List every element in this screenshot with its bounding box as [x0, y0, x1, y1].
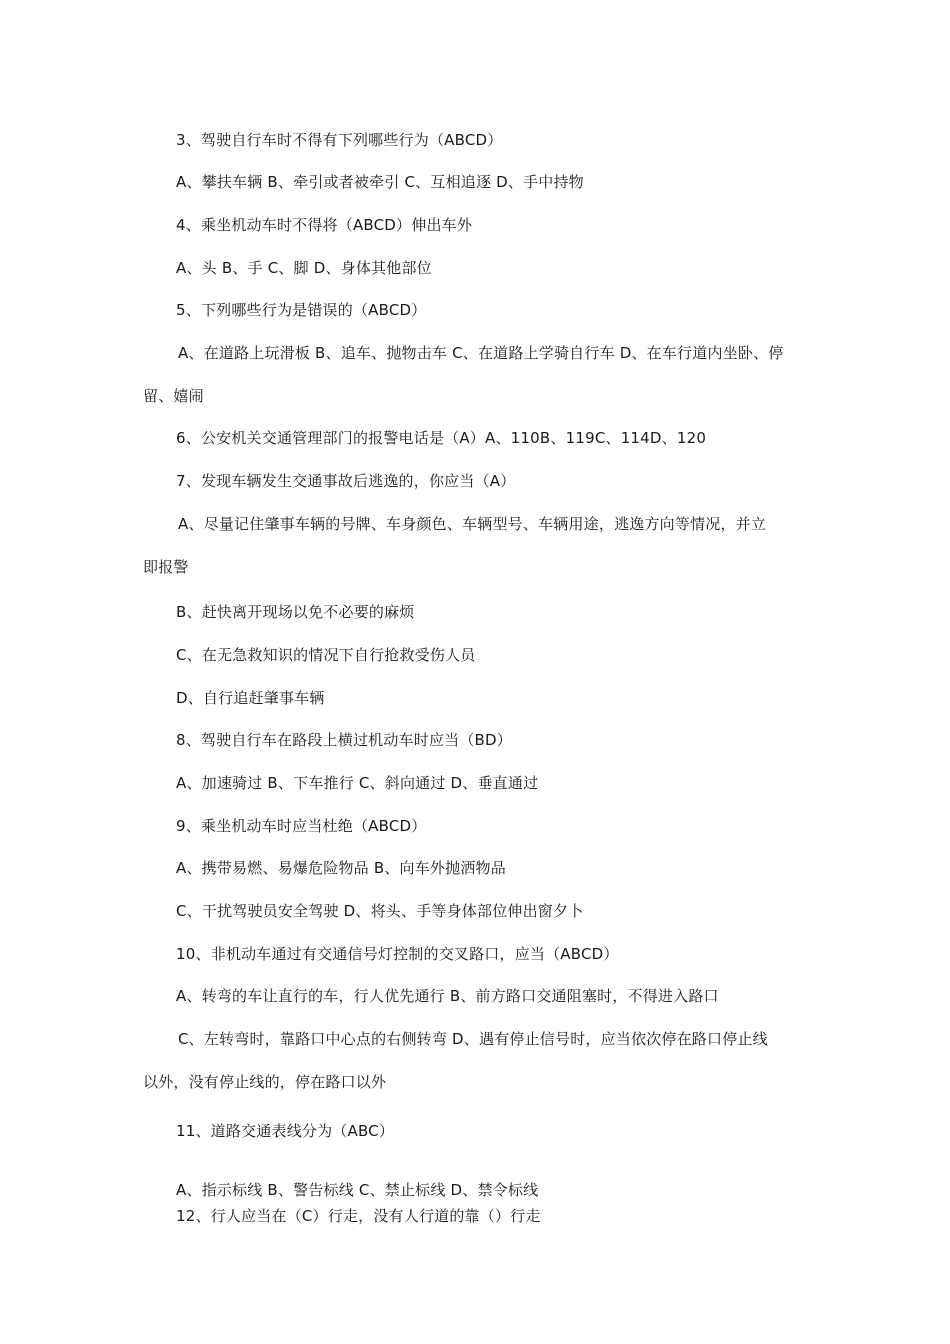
question-12: 12、行人应当在（C）行走，没有人行道的靠（）行走 — [176, 1207, 541, 1225]
question-9: 9、乘坐机动车时应当杜绝（ABCD） — [176, 817, 427, 835]
answer-line: B、赶快离开现场以免不必要的麻烦 — [176, 603, 415, 621]
answer-line: D、自行追赶肇事车辆 — [176, 689, 325, 707]
question-5: 5、下列哪些行为是错误的（ABCD） — [176, 301, 427, 319]
answer-line: A、加速骑过 B、下车推行 C、斜向通过 D、垂直通过 — [176, 774, 539, 792]
answer-line: A、攀扶车辆 B、牵引或者被牵引 C、互相追逐 D、手中持物 — [176, 173, 584, 191]
answer-line: A、头 B、手 C、脚 D、身体其他部位 — [176, 259, 432, 277]
answer-line: C、在无急救知识的情况下自行抢救受伤人员 — [176, 646, 476, 664]
answer-line: A、指示标线 B、警告标线 C、禁止标线 D、禁令标线 — [176, 1181, 539, 1199]
question-8: 8、驾驶自行车在路段上横过机动车时应当（BD） — [176, 731, 512, 749]
answer-line: A、转弯的车让直行的车，行人优先通行 B、前方路口交通阻塞时，不得进入路口 — [176, 987, 719, 1005]
question-11: 11、道路交通表线分为（ABC） — [176, 1122, 395, 1140]
answer-line-continued: 即报警 — [143, 558, 189, 576]
answer-line: A、尽量记住肇事车辆的号牌、车身颜色、车辆型号、车辆用途，逃逸方向等情况，并立 — [178, 515, 767, 533]
question-10: 10、非机动车通过有交通信号灯控制的交叉路口，应当（ABCD） — [176, 945, 619, 963]
question-7: 7、发现车辆发生交通事故后逃逸的，你应当（A） — [176, 472, 516, 490]
answer-line: A、携带易燃、易爆危险物品 B、向车外抛洒物品 — [176, 859, 506, 877]
answer-line-continued: 留、嬉闹 — [143, 387, 204, 405]
answer-line: C、干扰驾驶员安全驾驶 D、将头、手等身体部位伸出窗夕卜 — [176, 902, 584, 920]
question-3: 3、驾驶自行车时不得有下列哪些行为（ABCD） — [176, 131, 503, 149]
question-4: 4、乘坐机动车时不得将（ABCD）伸出车外 — [176, 216, 473, 234]
answer-line: C、左转弯时，靠路口中心点的右侧转弯 D、遇有停止信号时，应当依次停在路口停止线 — [178, 1030, 768, 1048]
answer-line: A、在道路上玩滑板 B、追车、抛物击车 C、在道路上学骑自行车 D、在车行道内坐卧、停 — [178, 344, 784, 362]
question-6: 6、公安机关交通管理部门的报警电话是（A）A、110B、119C、114D、120 — [176, 429, 707, 447]
answer-line-continued: 以外，没有停止线的，停在路口以外 — [143, 1073, 387, 1091]
